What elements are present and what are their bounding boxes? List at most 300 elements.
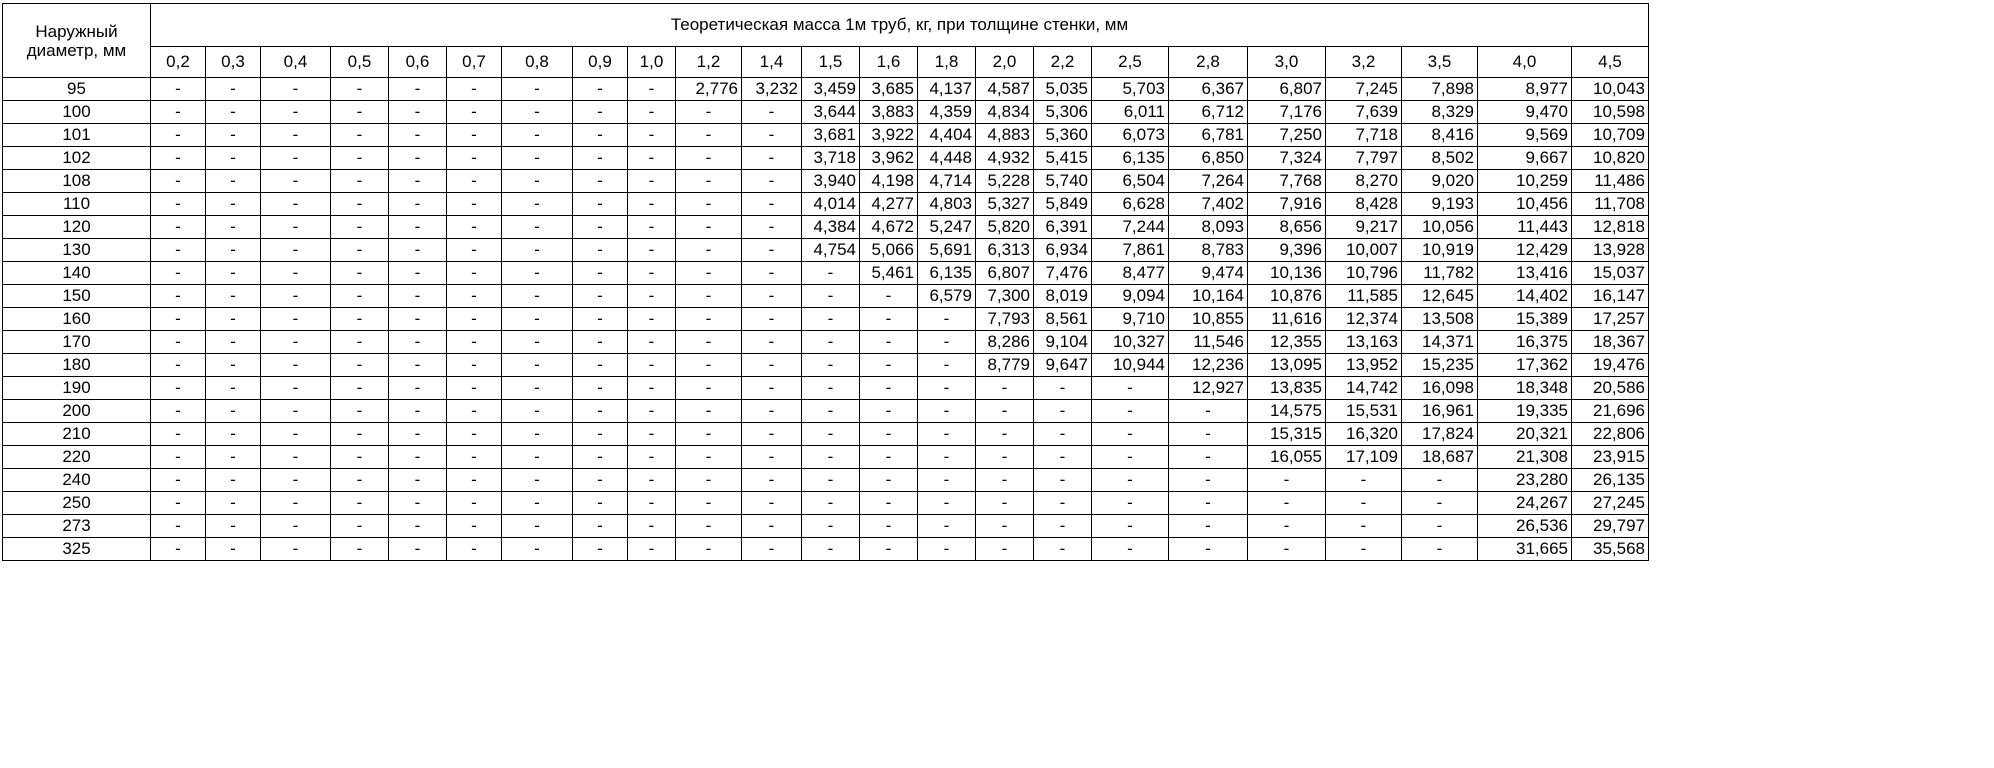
mass-value-cell: 7,476 xyxy=(1034,262,1092,285)
thickness-header-cell: 1,5 xyxy=(802,47,860,78)
empty-mass-cell: - xyxy=(802,446,860,469)
mass-value-cell: 13,835 xyxy=(1248,377,1326,400)
mass-value-cell: 9,474 xyxy=(1169,262,1248,285)
empty-mass-cell: - xyxy=(976,515,1034,538)
diameter-cell: 150 xyxy=(3,285,151,308)
mass-value-cell: 3,718 xyxy=(802,147,860,170)
mass-value-cell: 12,645 xyxy=(1402,285,1478,308)
table-row xyxy=(3,538,1649,561)
diameter-cell: 210 xyxy=(3,423,151,446)
empty-mass-cell: - xyxy=(206,515,261,538)
mass-value-cell: 3,681 xyxy=(802,124,860,147)
empty-mass-cell: - xyxy=(331,101,389,124)
empty-mass-cell: - xyxy=(976,469,1034,492)
thickness-header-cell: 3,0 xyxy=(1248,47,1326,78)
table-row xyxy=(3,78,1649,101)
empty-mass-cell: - xyxy=(502,193,573,216)
empty-mass-cell: - xyxy=(331,538,389,561)
empty-mass-cell: - xyxy=(573,377,628,400)
mass-value-cell: 8,329 xyxy=(1402,101,1478,124)
empty-mass-cell: - xyxy=(502,101,573,124)
empty-mass-cell: - xyxy=(742,216,802,239)
empty-mass-cell: - xyxy=(447,193,502,216)
mass-value-cell: 7,402 xyxy=(1169,193,1248,216)
empty-mass-cell: - xyxy=(573,308,628,331)
empty-mass-cell: - xyxy=(261,377,331,400)
diameter-cell: 120 xyxy=(3,216,151,239)
empty-mass-cell: - xyxy=(573,239,628,262)
empty-mass-cell: - xyxy=(389,469,447,492)
empty-mass-cell: - xyxy=(976,446,1034,469)
mass-value-cell: 22,806 xyxy=(1572,423,1649,446)
mass-value-cell: 6,807 xyxy=(1248,78,1326,101)
empty-mass-cell: - xyxy=(1092,377,1169,400)
empty-mass-cell: - xyxy=(628,239,676,262)
empty-mass-cell: - xyxy=(802,492,860,515)
mass-value-cell: 17,824 xyxy=(1402,423,1478,446)
empty-mass-cell: - xyxy=(802,354,860,377)
empty-mass-cell: - xyxy=(389,101,447,124)
empty-mass-cell: - xyxy=(860,538,918,561)
table-row xyxy=(3,331,1649,354)
empty-mass-cell: - xyxy=(502,285,573,308)
empty-mass-cell: - xyxy=(676,446,742,469)
empty-mass-cell: - xyxy=(331,515,389,538)
mass-value-cell: 16,961 xyxy=(1402,400,1478,423)
mass-value-cell: 12,355 xyxy=(1248,331,1326,354)
mass-value-cell: 16,147 xyxy=(1572,285,1649,308)
empty-mass-cell: - xyxy=(261,400,331,423)
mass-value-cell: 5,306 xyxy=(1034,101,1092,124)
empty-mass-cell: - xyxy=(447,400,502,423)
table-row xyxy=(3,216,1649,239)
empty-mass-cell: - xyxy=(628,469,676,492)
mass-value-cell: 12,818 xyxy=(1572,216,1649,239)
empty-mass-cell: - xyxy=(1034,538,1092,561)
mass-value-cell: 4,277 xyxy=(860,193,918,216)
mass-value-cell: 10,944 xyxy=(1092,354,1169,377)
mass-value-cell: 21,696 xyxy=(1572,400,1649,423)
mass-value-cell: 5,691 xyxy=(918,239,976,262)
empty-mass-cell: - xyxy=(331,377,389,400)
empty-mass-cell: - xyxy=(860,354,918,377)
mass-value-cell: 3,232 xyxy=(742,78,802,101)
empty-mass-cell: - xyxy=(860,400,918,423)
empty-mass-cell: - xyxy=(1169,492,1248,515)
table-row xyxy=(3,124,1649,147)
empty-mass-cell: - xyxy=(628,285,676,308)
outer-diameter-header: Наружный диаметр, мм xyxy=(3,4,151,78)
empty-mass-cell: - xyxy=(676,239,742,262)
mass-value-cell: 23,915 xyxy=(1572,446,1649,469)
empty-mass-cell: - xyxy=(151,124,206,147)
empty-mass-cell: - xyxy=(1092,446,1169,469)
empty-mass-cell: - xyxy=(1402,492,1478,515)
mass-value-cell: 10,855 xyxy=(1169,308,1248,331)
mass-value-cell: 6,579 xyxy=(918,285,976,308)
empty-mass-cell: - xyxy=(742,515,802,538)
mass-value-cell: 9,396 xyxy=(1248,239,1326,262)
mass-value-cell: 11,546 xyxy=(1169,331,1248,354)
empty-mass-cell: - xyxy=(802,538,860,561)
empty-mass-cell: - xyxy=(447,446,502,469)
empty-mass-cell: - xyxy=(676,400,742,423)
empty-mass-cell: - xyxy=(573,285,628,308)
mass-value-cell: 5,066 xyxy=(860,239,918,262)
empty-mass-cell: - xyxy=(206,446,261,469)
mass-value-cell: 4,754 xyxy=(802,239,860,262)
empty-mass-cell: - xyxy=(628,124,676,147)
thickness-header-cell: 2,2 xyxy=(1034,47,1092,78)
empty-mass-cell: - xyxy=(676,331,742,354)
empty-mass-cell: - xyxy=(676,262,742,285)
empty-mass-cell: - xyxy=(389,147,447,170)
mass-value-cell: 13,952 xyxy=(1326,354,1402,377)
mass-value-cell: 9,710 xyxy=(1092,308,1169,331)
empty-mass-cell: - xyxy=(502,492,573,515)
mass-value-cell: 7,793 xyxy=(976,308,1034,331)
empty-mass-cell: - xyxy=(447,515,502,538)
diameter-cell: 140 xyxy=(3,262,151,285)
empty-mass-cell: - xyxy=(628,400,676,423)
empty-mass-cell: - xyxy=(628,377,676,400)
empty-mass-cell: - xyxy=(802,308,860,331)
empty-mass-cell: - xyxy=(676,538,742,561)
empty-mass-cell: - xyxy=(802,469,860,492)
mass-value-cell: 7,639 xyxy=(1326,101,1402,124)
mass-value-cell: 5,327 xyxy=(976,193,1034,216)
mass-value-cell: 7,250 xyxy=(1248,124,1326,147)
empty-mass-cell: - xyxy=(331,239,389,262)
mass-value-cell: 6,934 xyxy=(1034,239,1092,262)
mass-value-cell: 4,714 xyxy=(918,170,976,193)
empty-mass-cell: - xyxy=(573,400,628,423)
empty-mass-cell: - xyxy=(331,216,389,239)
empty-mass-cell: - xyxy=(261,101,331,124)
mass-value-cell: 13,508 xyxy=(1402,308,1478,331)
empty-mass-cell: - xyxy=(1092,469,1169,492)
mass-value-cell: 21,308 xyxy=(1478,446,1572,469)
header-row-thickness xyxy=(3,47,1649,78)
mass-value-cell: 12,927 xyxy=(1169,377,1248,400)
mass-value-cell: 3,940 xyxy=(802,170,860,193)
empty-mass-cell: - xyxy=(206,262,261,285)
empty-mass-cell: - xyxy=(573,446,628,469)
empty-mass-cell: - xyxy=(860,515,918,538)
empty-mass-cell: - xyxy=(742,377,802,400)
empty-mass-cell: - xyxy=(1092,492,1169,515)
empty-mass-cell: - xyxy=(151,377,206,400)
diameter-cell: 102 xyxy=(3,147,151,170)
mass-value-cell: 9,020 xyxy=(1402,170,1478,193)
mass-value-cell: 9,569 xyxy=(1478,124,1572,147)
empty-mass-cell: - xyxy=(1326,492,1402,515)
mass-value-cell: 7,718 xyxy=(1326,124,1402,147)
empty-mass-cell: - xyxy=(1248,469,1326,492)
empty-mass-cell: - xyxy=(976,492,1034,515)
diameter-cell: 101 xyxy=(3,124,151,147)
empty-mass-cell: - xyxy=(573,331,628,354)
table-row xyxy=(3,193,1649,216)
empty-mass-cell: - xyxy=(573,216,628,239)
empty-mass-cell: - xyxy=(502,170,573,193)
mass-value-cell: 11,708 xyxy=(1572,193,1649,216)
mass-value-cell: 8,561 xyxy=(1034,308,1092,331)
mass-value-cell: 4,014 xyxy=(802,193,860,216)
mass-value-cell: 10,919 xyxy=(1402,239,1478,262)
mass-value-cell: 31,665 xyxy=(1478,538,1572,561)
pipe-mass-table xyxy=(2,3,1649,561)
mass-value-cell: 3,922 xyxy=(860,124,918,147)
empty-mass-cell: - xyxy=(976,538,1034,561)
empty-mass-cell: - xyxy=(502,308,573,331)
mass-value-cell: 6,367 xyxy=(1169,78,1248,101)
mass-value-cell: 18,687 xyxy=(1402,446,1478,469)
table-body xyxy=(3,78,1649,561)
mass-value-cell: 8,502 xyxy=(1402,147,1478,170)
empty-mass-cell: - xyxy=(261,193,331,216)
mass-value-cell: 8,019 xyxy=(1034,285,1092,308)
empty-mass-cell: - xyxy=(628,101,676,124)
mass-value-cell: 20,586 xyxy=(1572,377,1649,400)
mass-value-cell: 10,456 xyxy=(1478,193,1572,216)
table-title-header: Теоретическая масса 1м труб, кг, при толщине стенки, мм xyxy=(151,4,1649,47)
empty-mass-cell: - xyxy=(389,216,447,239)
empty-mass-cell: - xyxy=(389,492,447,515)
empty-mass-cell: - xyxy=(261,216,331,239)
empty-mass-cell: - xyxy=(918,492,976,515)
mass-value-cell: 6,313 xyxy=(976,239,1034,262)
mass-value-cell: 9,193 xyxy=(1402,193,1478,216)
empty-mass-cell: - xyxy=(502,377,573,400)
empty-mass-cell: - xyxy=(502,262,573,285)
empty-mass-cell: - xyxy=(206,331,261,354)
mass-value-cell: 10,043 xyxy=(1572,78,1649,101)
empty-mass-cell: - xyxy=(802,377,860,400)
mass-value-cell: 11,616 xyxy=(1248,308,1326,331)
mass-value-cell: 4,834 xyxy=(976,101,1034,124)
empty-mass-cell: - xyxy=(389,446,447,469)
mass-value-cell: 5,035 xyxy=(1034,78,1092,101)
mass-value-cell: 6,135 xyxy=(918,262,976,285)
empty-mass-cell: - xyxy=(447,78,502,101)
empty-mass-cell: - xyxy=(206,101,261,124)
mass-value-cell: 29,797 xyxy=(1572,515,1649,538)
empty-mass-cell: - xyxy=(206,538,261,561)
mass-value-cell: 9,667 xyxy=(1478,147,1572,170)
empty-mass-cell: - xyxy=(447,216,502,239)
empty-mass-cell: - xyxy=(742,170,802,193)
empty-mass-cell: - xyxy=(1169,515,1248,538)
empty-mass-cell: - xyxy=(742,331,802,354)
mass-value-cell: 5,228 xyxy=(976,170,1034,193)
mass-value-cell: 4,198 xyxy=(860,170,918,193)
mass-value-cell: 4,672 xyxy=(860,216,918,239)
empty-mass-cell: - xyxy=(447,377,502,400)
mass-value-cell: 8,286 xyxy=(976,331,1034,354)
table-container xyxy=(2,3,1649,561)
empty-mass-cell: - xyxy=(261,308,331,331)
empty-mass-cell: - xyxy=(206,216,261,239)
empty-mass-cell: - xyxy=(1169,400,1248,423)
mass-value-cell: 7,768 xyxy=(1248,170,1326,193)
empty-mass-cell: - xyxy=(261,262,331,285)
empty-mass-cell: - xyxy=(676,285,742,308)
mass-value-cell: 26,536 xyxy=(1478,515,1572,538)
empty-mass-cell: - xyxy=(573,78,628,101)
empty-mass-cell: - xyxy=(447,147,502,170)
thickness-header-cell: 4,0 xyxy=(1478,47,1572,78)
empty-mass-cell: - xyxy=(502,515,573,538)
empty-mass-cell: - xyxy=(261,147,331,170)
empty-mass-cell: - xyxy=(742,285,802,308)
empty-mass-cell: - xyxy=(389,377,447,400)
mass-value-cell: 5,247 xyxy=(918,216,976,239)
empty-mass-cell: - xyxy=(447,469,502,492)
empty-mass-cell: - xyxy=(447,124,502,147)
mass-value-cell: 17,257 xyxy=(1572,308,1649,331)
mass-value-cell: 4,448 xyxy=(918,147,976,170)
mass-value-cell: 4,803 xyxy=(918,193,976,216)
empty-mass-cell: - xyxy=(261,124,331,147)
thickness-header-cell: 2,0 xyxy=(976,47,1034,78)
diameter-cell: 160 xyxy=(3,308,151,331)
thickness-header-cell: 0,5 xyxy=(331,47,389,78)
thickness-header-cell: 0,3 xyxy=(206,47,261,78)
empty-mass-cell: - xyxy=(860,285,918,308)
mass-value-cell: 16,375 xyxy=(1478,331,1572,354)
empty-mass-cell: - xyxy=(628,78,676,101)
empty-mass-cell: - xyxy=(1034,515,1092,538)
empty-mass-cell: - xyxy=(802,262,860,285)
empty-mass-cell: - xyxy=(261,285,331,308)
mass-value-cell: 6,391 xyxy=(1034,216,1092,239)
empty-mass-cell: - xyxy=(676,308,742,331)
empty-mass-cell: - xyxy=(151,492,206,515)
empty-mass-cell: - xyxy=(151,170,206,193)
empty-mass-cell: - xyxy=(389,124,447,147)
empty-mass-cell: - xyxy=(628,423,676,446)
empty-mass-cell: - xyxy=(389,331,447,354)
diameter-cell: 108 xyxy=(3,170,151,193)
mass-value-cell: 5,360 xyxy=(1034,124,1092,147)
mass-value-cell: 19,335 xyxy=(1478,400,1572,423)
table-row xyxy=(3,101,1649,124)
empty-mass-cell: - xyxy=(447,101,502,124)
empty-mass-cell: - xyxy=(918,446,976,469)
mass-value-cell: 10,259 xyxy=(1478,170,1572,193)
mass-value-cell: 7,245 xyxy=(1326,78,1402,101)
mass-value-cell: 7,916 xyxy=(1248,193,1326,216)
empty-mass-cell: - xyxy=(151,239,206,262)
empty-mass-cell: - xyxy=(389,308,447,331)
empty-mass-cell: - xyxy=(151,331,206,354)
empty-mass-cell: - xyxy=(261,170,331,193)
empty-mass-cell: - xyxy=(628,308,676,331)
table-row xyxy=(3,492,1649,515)
empty-mass-cell: - xyxy=(1248,538,1326,561)
empty-mass-cell: - xyxy=(206,308,261,331)
mass-value-cell: 4,359 xyxy=(918,101,976,124)
empty-mass-cell: - xyxy=(1034,377,1092,400)
table-row xyxy=(3,400,1649,423)
mass-value-cell: 27,245 xyxy=(1572,492,1649,515)
empty-mass-cell: - xyxy=(151,538,206,561)
empty-mass-cell: - xyxy=(1248,515,1326,538)
diameter-cell: 220 xyxy=(3,446,151,469)
table-row xyxy=(3,239,1649,262)
mass-value-cell: 6,011 xyxy=(1092,101,1169,124)
mass-value-cell: 19,476 xyxy=(1572,354,1649,377)
mass-value-cell: 18,348 xyxy=(1478,377,1572,400)
empty-mass-cell: - xyxy=(261,239,331,262)
mass-value-cell: 17,362 xyxy=(1478,354,1572,377)
empty-mass-cell: - xyxy=(502,423,573,446)
mass-value-cell: 16,098 xyxy=(1402,377,1478,400)
table-row xyxy=(3,285,1649,308)
empty-mass-cell: - xyxy=(151,469,206,492)
empty-mass-cell: - xyxy=(628,354,676,377)
empty-mass-cell: - xyxy=(447,262,502,285)
mass-value-cell: 13,928 xyxy=(1572,239,1649,262)
mass-value-cell: 14,575 xyxy=(1248,400,1326,423)
mass-value-cell: 8,977 xyxy=(1478,78,1572,101)
empty-mass-cell: - xyxy=(676,101,742,124)
empty-mass-cell: - xyxy=(447,331,502,354)
empty-mass-cell: - xyxy=(151,78,206,101)
mass-value-cell: 10,164 xyxy=(1169,285,1248,308)
table-row xyxy=(3,147,1649,170)
table-row xyxy=(3,446,1649,469)
thickness-header-cell: 1,0 xyxy=(628,47,676,78)
empty-mass-cell: - xyxy=(447,423,502,446)
empty-mass-cell: - xyxy=(573,101,628,124)
empty-mass-cell: - xyxy=(206,492,261,515)
table-row xyxy=(3,262,1649,285)
empty-mass-cell: - xyxy=(389,170,447,193)
empty-mass-cell: - xyxy=(206,124,261,147)
thickness-header-cell: 0,8 xyxy=(502,47,573,78)
empty-mass-cell: - xyxy=(331,331,389,354)
empty-mass-cell: - xyxy=(1092,423,1169,446)
empty-mass-cell: - xyxy=(206,354,261,377)
empty-mass-cell: - xyxy=(628,515,676,538)
mass-value-cell: 18,367 xyxy=(1572,331,1649,354)
mass-value-cell: 8,656 xyxy=(1248,216,1326,239)
empty-mass-cell: - xyxy=(206,285,261,308)
empty-mass-cell: - xyxy=(1034,446,1092,469)
empty-mass-cell: - xyxy=(389,354,447,377)
empty-mass-cell: - xyxy=(742,147,802,170)
empty-mass-cell: - xyxy=(860,446,918,469)
empty-mass-cell: - xyxy=(1326,538,1402,561)
thickness-header-cell: 1,2 xyxy=(676,47,742,78)
empty-mass-cell: - xyxy=(676,170,742,193)
empty-mass-cell: - xyxy=(676,469,742,492)
empty-mass-cell: - xyxy=(502,538,573,561)
diameter-cell: 200 xyxy=(3,400,151,423)
mass-value-cell: 10,056 xyxy=(1402,216,1478,239)
mass-value-cell: 6,807 xyxy=(976,262,1034,285)
empty-mass-cell: - xyxy=(628,170,676,193)
mass-value-cell: 7,861 xyxy=(1092,239,1169,262)
mass-value-cell: 7,898 xyxy=(1402,78,1478,101)
mass-value-cell: 4,587 xyxy=(976,78,1034,101)
mass-value-cell: 9,647 xyxy=(1034,354,1092,377)
empty-mass-cell: - xyxy=(151,147,206,170)
mass-value-cell: 4,137 xyxy=(918,78,976,101)
mass-value-cell: 13,416 xyxy=(1478,262,1572,285)
